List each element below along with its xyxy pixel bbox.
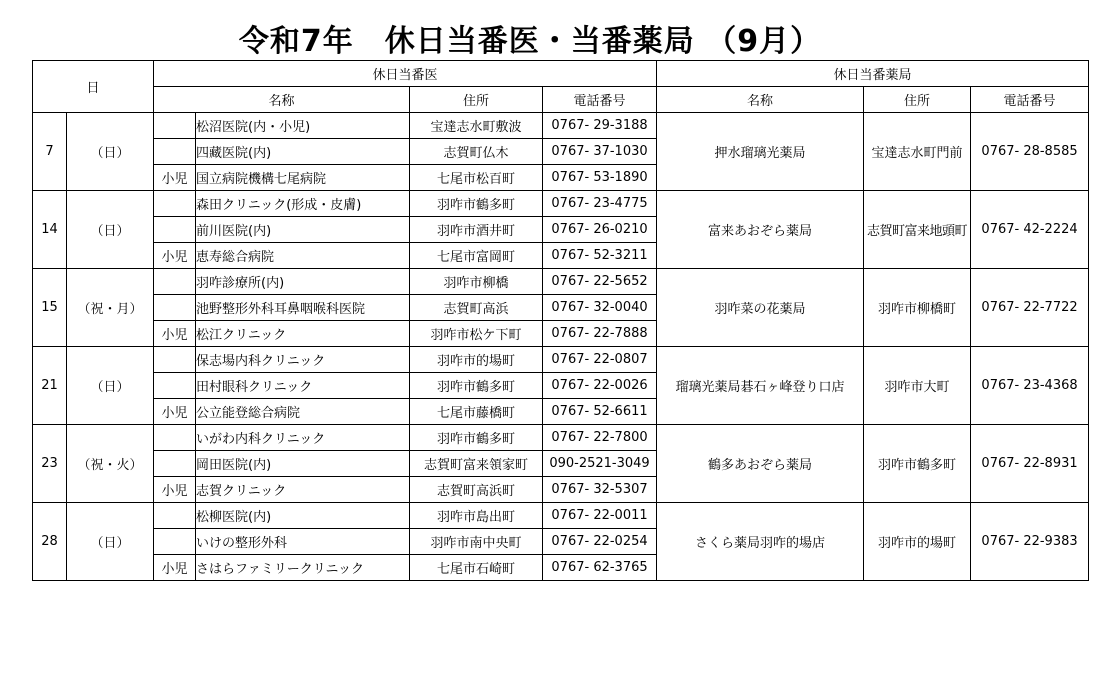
- doctor-address-cell: 羽咋市的場町: [410, 347, 543, 373]
- doctor-phone-cell: 0767- 23-4775: [543, 191, 657, 217]
- doctor-name-cell: 松沼医院(内・小児): [196, 113, 410, 139]
- pharmacy-address-header: 住所: [864, 87, 971, 113]
- doctor-name-cell: 池野整形外科耳鼻咽喉科医院: [196, 295, 410, 321]
- doctor-name-cell: 保志場内科クリニック: [196, 347, 410, 373]
- pharmacy-name-cell: 富来あおぞら薬局: [657, 191, 864, 269]
- doctor-name-cell: さはらファミリークリニック: [196, 555, 410, 581]
- doctor-address-cell: 羽咋市南中央町: [410, 529, 543, 555]
- doctor-group-header: 休日当番医: [154, 61, 657, 87]
- doctor-name-cell: 岡田医院(内): [196, 451, 410, 477]
- doctor-name-cell: 国立病院機構七尾病院: [196, 165, 410, 191]
- doctor-type-cell: [154, 451, 196, 477]
- doctor-address-cell: 志賀町高浜町: [410, 477, 543, 503]
- date-cell: 21: [33, 347, 67, 425]
- doctor-name-cell: 松柳医院(内): [196, 503, 410, 529]
- doctor-address-cell: 羽咋市島出町: [410, 503, 543, 529]
- doctor-type-cell: [154, 425, 196, 451]
- doctor-address-header: 住所: [410, 87, 543, 113]
- weekday-cell: （日）: [67, 503, 154, 581]
- pharmacy-name-cell: 羽咋菜の花薬局: [657, 269, 864, 347]
- header-row-group: [33, 61, 1089, 87]
- date-cell: 28: [33, 503, 67, 581]
- doctor-phone-cell: 0767- 22-7800: [543, 425, 657, 451]
- doctor-name-cell: 公立能登総合病院: [196, 399, 410, 425]
- doctor-type-cell: [154, 503, 196, 529]
- pharmacy-phone-cell: 0767- 23-4368: [971, 347, 1089, 425]
- doctor-name-cell: 四藏医院(内): [196, 139, 410, 165]
- doctor-type-cell: 小児: [154, 399, 196, 425]
- pharmacy-name-header: 名称: [657, 87, 864, 113]
- date-cell: 7: [33, 113, 67, 191]
- pharmacy-name-cell: 鶴多あおぞら薬局: [657, 425, 864, 503]
- doctor-address-cell: 羽咋市酒井町: [410, 217, 543, 243]
- doctor-phone-cell: 0767- 52-6611: [543, 399, 657, 425]
- pharmacy-name-cell: 瑠璃光薬局碁石ヶ峰登り口店: [657, 347, 864, 425]
- doctor-name-cell: いけの整形外科: [196, 529, 410, 555]
- doctor-name-cell: 田村眼科クリニック: [196, 373, 410, 399]
- pharmacy-phone-cell: 0767- 22-9383: [971, 503, 1089, 581]
- doctor-type-cell: 小児: [154, 555, 196, 581]
- doctor-type-cell: [154, 529, 196, 555]
- doctor-name-cell: 前川医院(内): [196, 217, 410, 243]
- doctor-type-cell: [154, 139, 196, 165]
- pharmacy-address-cell: 羽咋市大町: [864, 347, 971, 425]
- doctor-type-cell: 小児: [154, 165, 196, 191]
- doctor-name-cell: 羽咋診療所(内): [196, 269, 410, 295]
- doctor-address-cell: 宝達志水町敷波: [410, 113, 543, 139]
- doctor-type-cell: 小児: [154, 477, 196, 503]
- doctor-type-cell: [154, 295, 196, 321]
- doctor-phone-cell: 0767- 22-0011: [543, 503, 657, 529]
- weekday-cell: （祝・月）: [67, 269, 154, 347]
- doctor-phone-cell: 0767- 26-0210: [543, 217, 657, 243]
- doctor-type-cell: [154, 269, 196, 295]
- doctor-address-cell: 志賀町高浜: [410, 295, 543, 321]
- weekday-cell: （日）: [67, 347, 154, 425]
- doctor-phone-cell: 0767- 29-3188: [543, 113, 657, 139]
- date-cell: 23: [33, 425, 67, 503]
- table-row: [33, 347, 1089, 373]
- pharmacy-address-cell: 羽咋市鶴多町: [864, 425, 971, 503]
- pharmacy-phone-cell: 0767- 28-8585: [971, 113, 1089, 191]
- doctor-type-cell: [154, 217, 196, 243]
- doctor-address-cell: 七尾市松百町: [410, 165, 543, 191]
- table-row: [33, 113, 1089, 139]
- doctor-address-cell: 志賀町富来領家町: [410, 451, 543, 477]
- weekday-cell: （祝・火）: [67, 425, 154, 503]
- doctor-name-cell: いがわ内科クリニック: [196, 425, 410, 451]
- doctor-address-cell: 羽咋市鶴多町: [410, 373, 543, 399]
- doctor-phone-cell: 0767- 32-5307: [543, 477, 657, 503]
- pharmacy-phone-cell: 0767- 42-2224: [971, 191, 1089, 269]
- pharmacy-phone-cell: 0767- 22-8931: [971, 425, 1089, 503]
- pharmacy-address-cell: 宝達志水町門前: [864, 113, 971, 191]
- doctor-address-cell: 七尾市石崎町: [410, 555, 543, 581]
- table-row: [33, 269, 1089, 295]
- doctor-name-header: 名称: [154, 87, 410, 113]
- doctor-phone-cell: 090-2521-3049: [543, 451, 657, 477]
- doctor-phone-cell: 0767- 22-0254: [543, 529, 657, 555]
- table-row: [33, 425, 1089, 451]
- pharmacy-name-cell: さくら薬局羽咋的場店: [657, 503, 864, 581]
- pharmacy-address-cell: 羽咋市柳橋町: [864, 269, 971, 347]
- doctor-address-cell: 羽咋市鶴多町: [410, 425, 543, 451]
- date-cell: 14: [33, 191, 67, 269]
- pharmacy-name-cell: 押水瑠璃光薬局: [657, 113, 864, 191]
- weekday-cell: （日）: [67, 113, 154, 191]
- pharmacy-address-cell: 羽咋市的場町: [864, 503, 971, 581]
- doctor-type-cell: [154, 373, 196, 399]
- doctor-phone-cell: 0767- 22-7888: [543, 321, 657, 347]
- pharmacy-group-header: 休日当番薬局: [657, 61, 1089, 87]
- doctor-phone-cell: 0767- 22-0026: [543, 373, 657, 399]
- doctor-phone-cell: 0767- 32-0040: [543, 295, 657, 321]
- doctor-address-cell: 志賀町仏木: [410, 139, 543, 165]
- day-header: 日: [33, 61, 154, 113]
- doctor-phone-cell: 0767- 52-3211: [543, 243, 657, 269]
- doctor-name-cell: 志賀クリニック: [196, 477, 410, 503]
- date-cell: 15: [33, 269, 67, 347]
- doctor-phone-cell: 0767- 53-1890: [543, 165, 657, 191]
- doctor-address-cell: 七尾市藤橋町: [410, 399, 543, 425]
- doctor-type-cell: 小児: [154, 243, 196, 269]
- doctor-name-cell: 恵寿総合病院: [196, 243, 410, 269]
- schedule-table: [32, 60, 1089, 581]
- doctor-phone-cell: 0767- 22-5652: [543, 269, 657, 295]
- doctor-phone-cell: 0767- 62-3765: [543, 555, 657, 581]
- doctor-name-cell: 森田クリニック(形成・皮膚): [196, 191, 410, 217]
- doctor-address-cell: 羽咋市松ケ下町: [410, 321, 543, 347]
- table-row: [33, 503, 1089, 529]
- doctor-address-cell: 羽咋市鶴多町: [410, 191, 543, 217]
- doctor-type-cell: [154, 347, 196, 373]
- header-row-columns: [33, 87, 1089, 113]
- table-row: [33, 191, 1089, 217]
- pharmacy-phone-cell: 0767- 22-7722: [971, 269, 1089, 347]
- doctor-phone-cell: 0767- 22-0807: [543, 347, 657, 373]
- doctor-type-cell: [154, 113, 196, 139]
- pharmacy-phone-header: 電話番号: [971, 87, 1089, 113]
- doctor-type-cell: [154, 191, 196, 217]
- doctor-address-cell: 羽咋市柳橋: [410, 269, 543, 295]
- doctor-name-cell: 松江クリニック: [196, 321, 410, 347]
- doctor-phone-cell: 0767- 37-1030: [543, 139, 657, 165]
- doctor-type-cell: 小児: [154, 321, 196, 347]
- page-title: 令和7年 休日当番医・当番薬局 （9月）: [238, 24, 822, 59]
- doctor-address-cell: 七尾市富岡町: [410, 243, 543, 269]
- weekday-cell: （日）: [67, 191, 154, 269]
- doctor-phone-header: 電話番号: [543, 87, 657, 113]
- pharmacy-address-cell: 志賀町富来地頭町: [864, 191, 971, 269]
